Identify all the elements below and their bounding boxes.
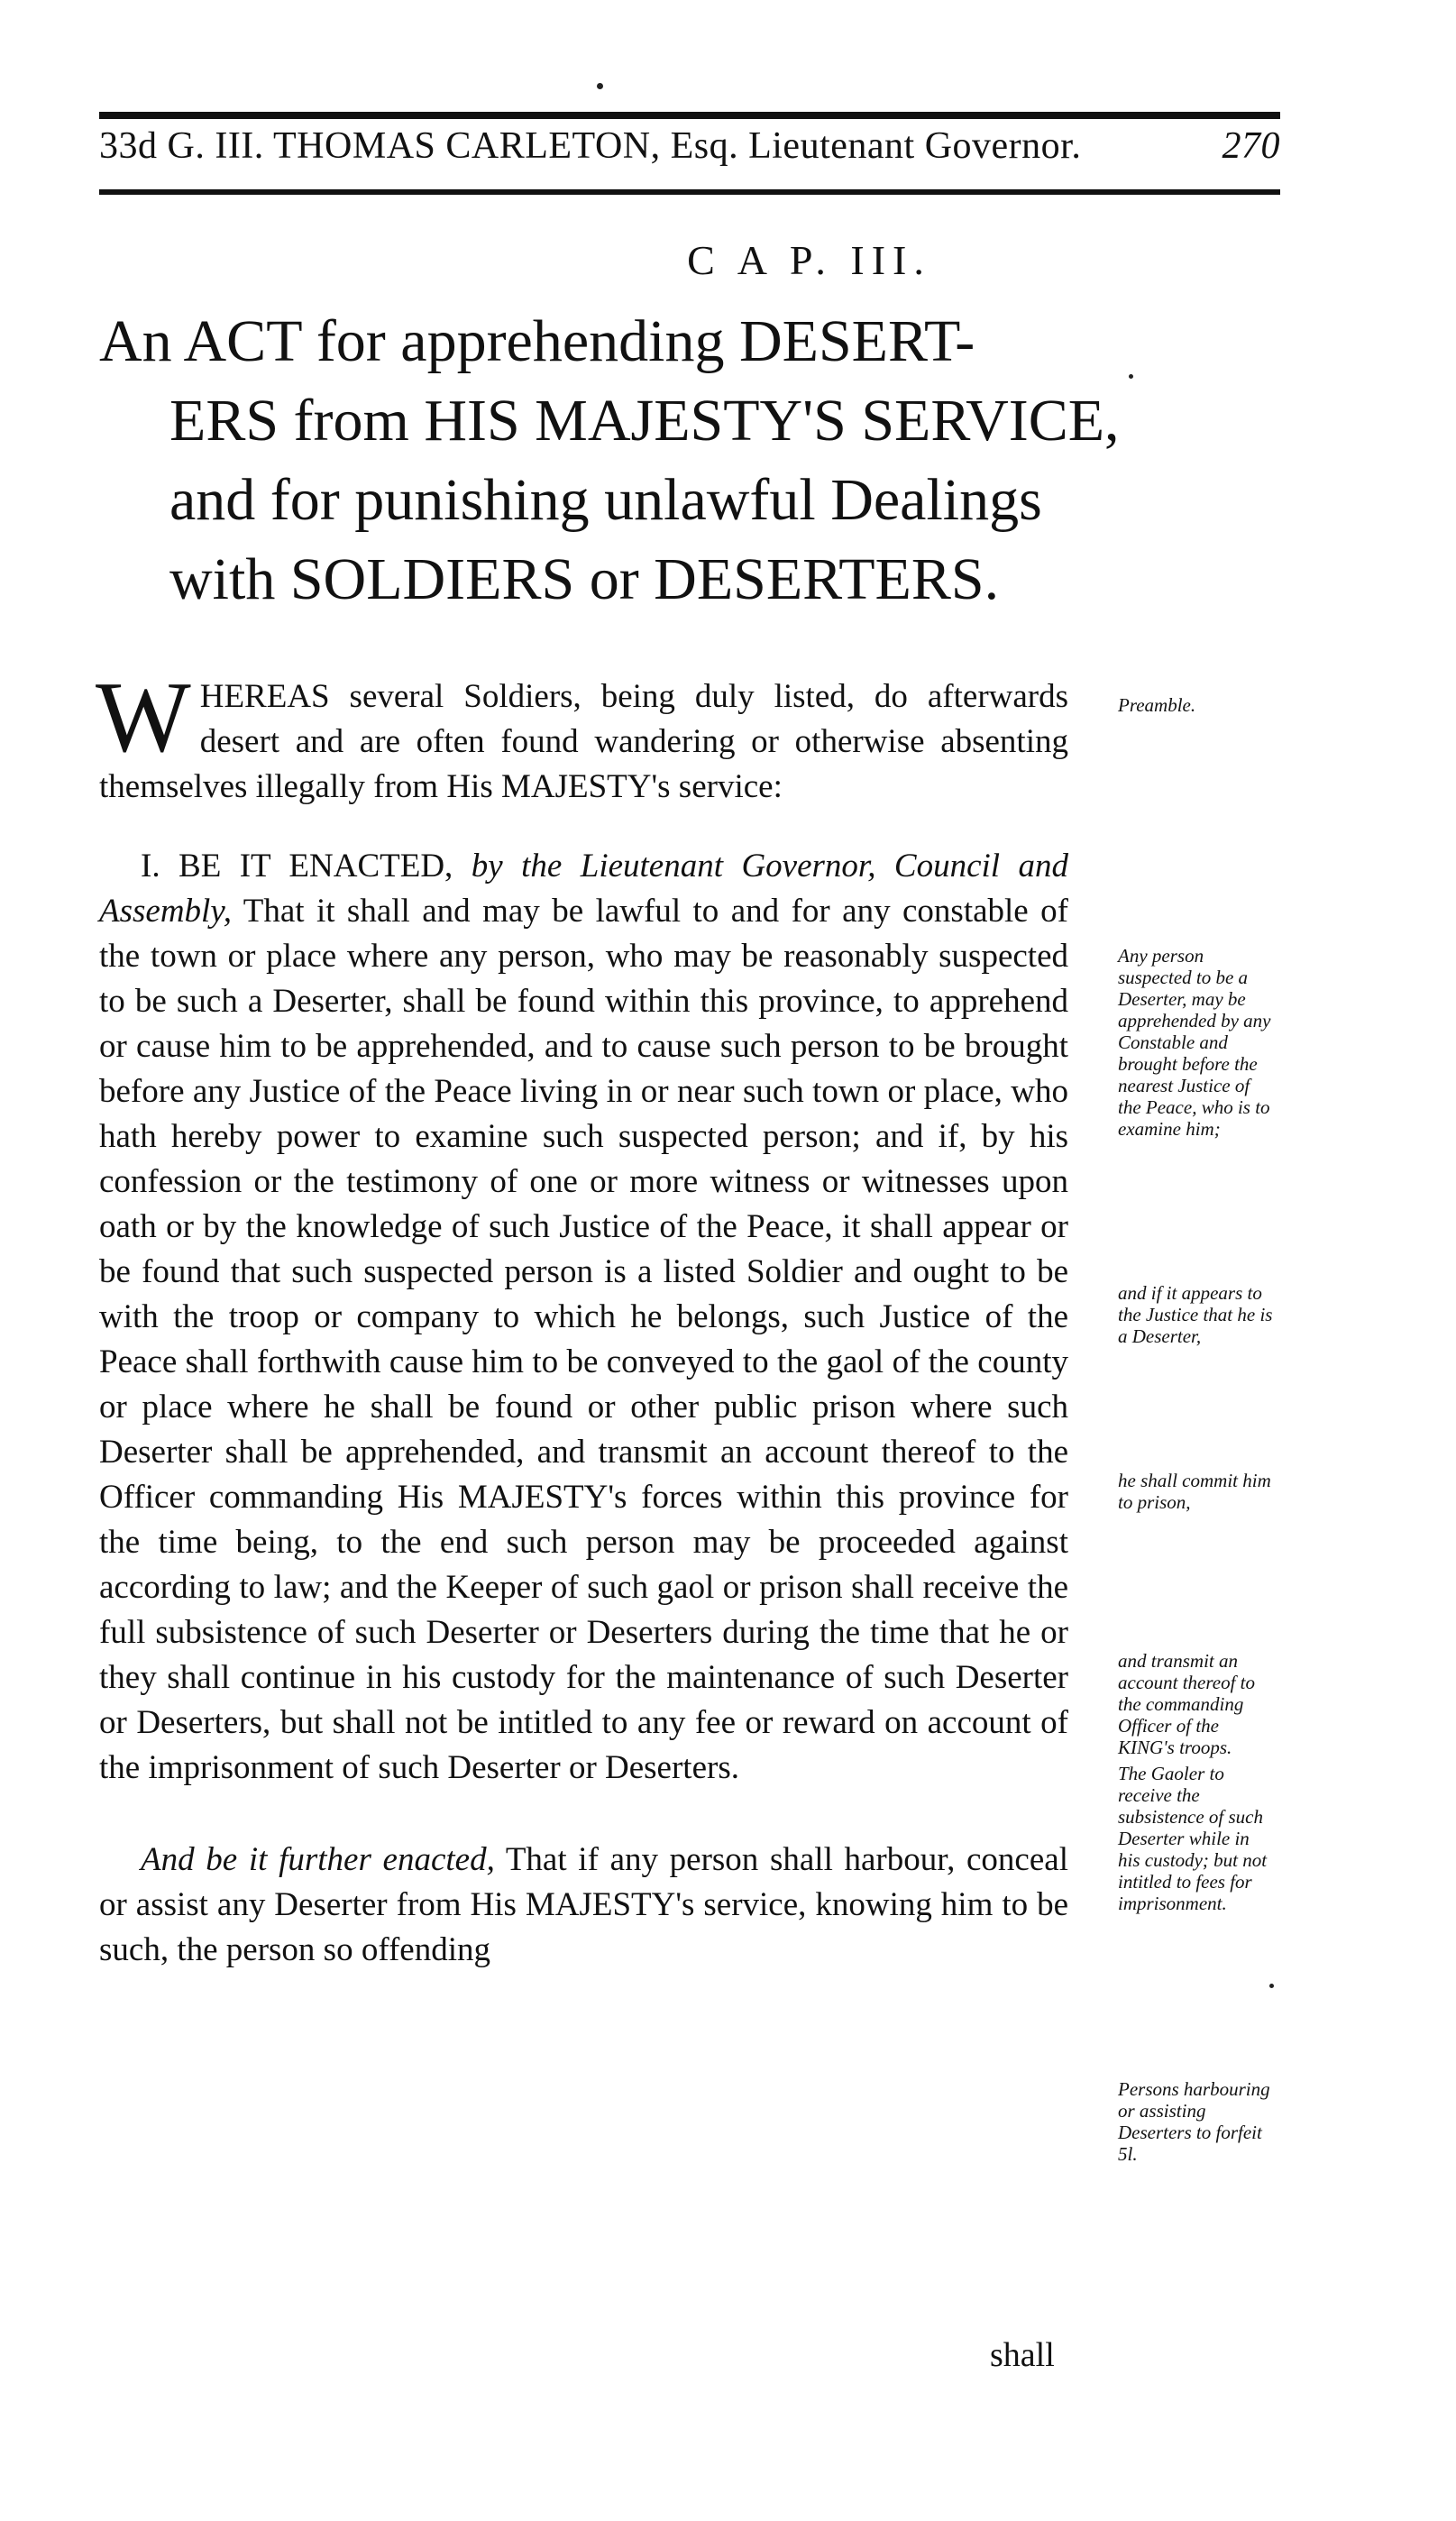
section-1-text: That it shall and may be lawful to and for any constable of the town or place where any person, who may be reasonably suspected to be such a Deserter, shall be found within this province, to apprehend or cause him to be apprehended, and to cause such person to be brought before any Justice of the Peace living in or near such town or place, who hath hereby power to examine such suspected person; and if, by his confession or the testimony of one or more witness or witnesses upon oath or by the knowledge of such Justice of the Peace, it shall appear or be found that such suspected person is a listed Soldier and ought to be with the troop or company to which he belongs, such Justice of the Peace shall forthwith cause him to be conveyed to the gaol of the county or place where he shall be found or other public prison where such Deserter shall be apprehended, and transmit an account thereof to the Officer commanding His MAJESTY's forces within this province for the time being, to the end such person may be proceeded against according to law; and the Keeper of such gaol or prison shall receive the full subsistence of such Deserter or Deserters during the time that he or they shall continue in his custody for the maintenance of such Deserter or Deserters, but shall not be intitled to any fee or reward on account of the imprisonment of such Deserter or Deserters. [99,893,1068,1786]
section-2-paragraph [99,1838,1068,1973]
section-1-lead: I. BE IT ENACTED, [141,848,453,885]
section-1-paragraph [99,844,1068,1791]
scan-speck [1269,1984,1274,1988]
margin-note-commit: he shall commit him to prison, [1118,1470,1271,1513]
running-head [99,124,1280,179]
margin-note-preamble: Preamble. [1118,694,1196,716]
title-line-1: An ACT for apprehending DESERT- [99,308,975,374]
scan-speck [597,83,603,89]
page-number: 270 [1222,125,1280,167]
header-rule-top [99,112,1280,119]
drop-cap: W [96,662,191,774]
title-line-3: and for punishing unlawful Dealings [169,467,1042,533]
chapter-heading: C A P. III. [687,237,931,283]
preamble-paragraph [96,662,1068,810]
margin-note-gaoler: The Gaoler to receive the subsistence of such Deserter while in his custody; but not intitled to fees for imprisonment. [1118,1763,1268,1914]
section-2-lead: And be it further enacted, [141,1841,495,1878]
preamble-text: HEREAS several Soldiers, being duly listed, do afterwards desert and are often found wandering or otherwise absenting themselves illegally from His MAJESTY's service: [99,678,1068,805]
margin-note-apprehend: Any person suspected to be a Deserter, may be apprehended by any Constable and brought before the nearest Justice of the Peace, who is to examine him; [1118,945,1271,1140]
margin-note-transmit: and transmit an account thereof to the commanding Officer of the KING's troops. [1118,1650,1256,1758]
section-2-text: That if any person shall harbour, conceal or assist any Deserter from His MAJESTY's service, knowing him to be such, the person so offending [99,1841,1068,1968]
act-title [99,302,1127,619]
margin-note-harbouring: Persons harbouring or assisting Deserters to forfeit 5l. [1118,2078,1270,2165]
title-line-4: with SOLDIERS or DESERTERS. [169,546,1000,612]
body-text [96,662,1068,1973]
catchword: shall [990,2336,1055,2374]
section-1-authority: by the Lieutenant Governor, Council and Assembly, [99,848,1068,930]
header-rule-bottom [99,189,1280,195]
running-head-text: 33d G. III. THOMAS CARLETON, Esq. Lieutenant Governor. [99,125,1082,167]
margin-note-appears: and if it appears to the Justice that he is a Deserter, [1118,1282,1273,1347]
title-line-2: ERS from HIS MAJESTY'S SERVICE, [169,388,1120,454]
scan-speck [1129,374,1133,379]
